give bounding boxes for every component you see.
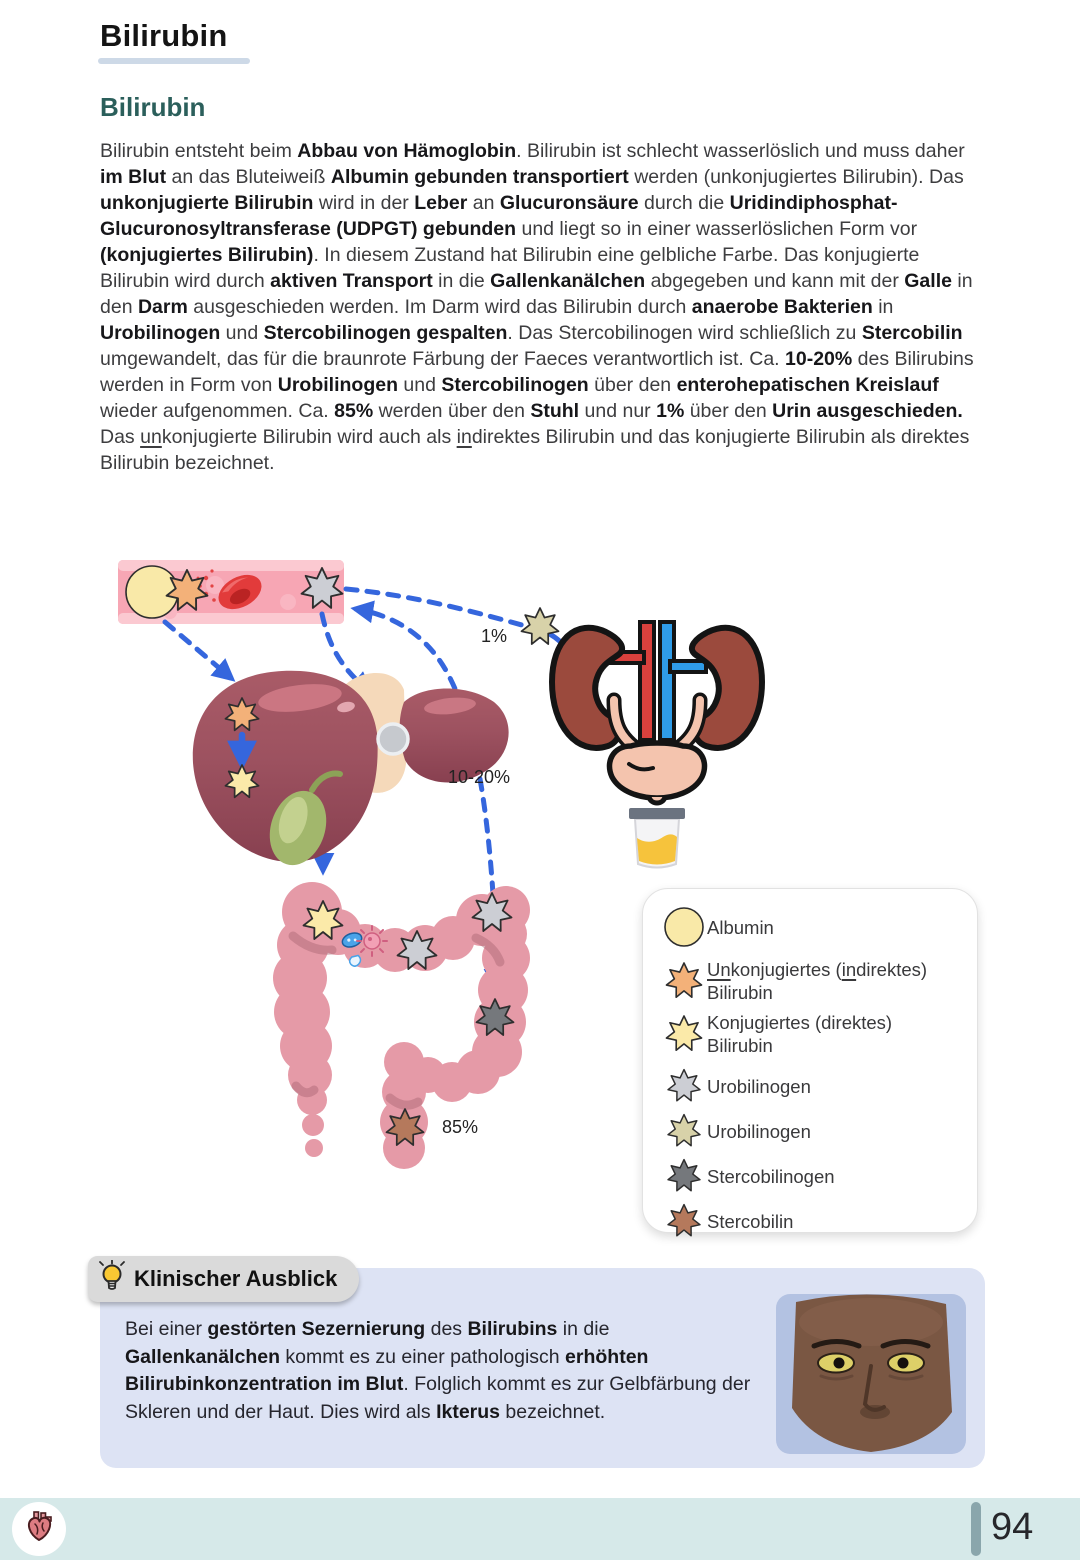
bladder: [609, 743, 704, 798]
chapter-icon-circle: [12, 1502, 66, 1556]
urobilinogen-dot-in-liver: [378, 724, 408, 754]
legend-item-stercobilinogen: [661, 1156, 961, 1196]
legend-item-urobilinogen: [661, 1066, 961, 1106]
legend-item-unconjugated-bilirubin: [661, 958, 961, 1004]
urine-cup-icon: [629, 808, 685, 868]
body-paragraph: Bilirubin entsteht beim Abbau von Hämoglobin. Bilirubin ist schlecht wasserlöslich und muss daher im Blut an das Bluteiweiß Albumin gebunden transportiert werden (unkonjugiertes Bilirubin). Das unkonjugierte Bilirubin wird in der Leber an Glucuronsäure durch die Uridindiphosphat-Glucuronosyltransferase (UDPGT) gebunden und liegt so in einer wasserlöslichen Form vor (konjugiertes Bilirubin). In diesem Zustand hat Bilirubin eine gelbliche Farbe. Das konjugierte Bilirubin wird durch aktiven Transport in die Gallenkanälchen abgegeben und kann mit der Galle in den Darm ausgeschieden werden. Im Darm wird das Bilirubin durch anaerobe Bakterien in Urobilinogen und Stercobilinogen gespalten. Das Stercobilinogen wird schließlich zu Stercobilin umgewandelt, das für die braunrote Färbung der Faeces verantwortlich ist. Ca. 10-20% des Bilirubins werden in Form von Urobilinogen und Stercobilinogen über den enterohepatischen Kreislauf wieder aufgenommen. Ca. 85% werden über den Stuhl und nur 1% über den Urin ausgeschieden. Das unkonjugierte Bilirubin wird auch als indirektes Bilirubin und das konjugierte Bilirubin als direktes Bilirubin bezeichnet.: [100, 140, 974, 474]
albumin-circle-icon: [661, 905, 707, 949]
stercobilinogen-star-icon: [661, 1156, 707, 1196]
urobilinogen-star-icon: [661, 1066, 707, 1106]
legend-label: Urobilinogen: [707, 1120, 811, 1142]
legend-label: Konjugiertes (direktes) Bilirubin: [707, 1012, 893, 1056]
stool-percentage-label: 85%: [442, 1117, 479, 1137]
page-number: 94: [991, 1506, 1034, 1548]
reabsorb-percentage-label: 10-20%: [448, 767, 511, 787]
legend-label: Unkonjugiertes (indirektes) Bilirubin: [707, 959, 928, 1003]
urobilinogen-urine-star-icon: [661, 1111, 707, 1151]
stercobilin-star-icon: [661, 1201, 707, 1241]
legend-label: Urobilinogen: [707, 1075, 811, 1097]
legend-label: Stercobilinogen: [707, 1165, 835, 1187]
clinical-header-label: Klinischer Ausblick: [134, 1266, 338, 1291]
section-heading: Bilirubin: [100, 92, 206, 122]
footer-band: [0, 1498, 1080, 1560]
page-number-divider: [971, 1502, 981, 1556]
kidney-illustration: [552, 622, 762, 803]
title-underline: [98, 58, 250, 64]
arrow-bilirubin-to-liver: [165, 622, 231, 678]
diagram-legend: [642, 888, 978, 1233]
conjugated-bilirubin-star-icon: [661, 1011, 707, 1057]
legend-item-stercobilin: [661, 1201, 961, 1241]
jaundice-photo: [776, 1294, 966, 1454]
clinical-outlook-header: [88, 1256, 359, 1302]
urine-percentage-label: 1%: [480, 626, 507, 646]
heart-icon: [21, 1509, 57, 1550]
page-title: Bilirubin: [100, 18, 228, 53]
legend-label: Albumin: [707, 916, 774, 938]
legend-item-conjugated-bilirubin: [661, 1011, 961, 1057]
lightbulb-icon: [98, 1260, 126, 1299]
clinical-paragraph: Bei einer gestörten Sezernierung des Bilirubins in die Gallenkanälchen kommt es zu einer pathologisch erhöhten Bilirubinkonzentration im Blut. Folglich kommt es zur Gelbfärbung der Skleren und der Haut. Dies wird als Ikterus bezeichnet.: [125, 1318, 751, 1423]
unconjugated-bilirubin-star-icon: [661, 958, 707, 1004]
legend-item-albumin: [661, 905, 961, 949]
legend-label: Stercobilin: [707, 1210, 794, 1232]
legend-item-urobilinogen-urine: [661, 1111, 961, 1151]
